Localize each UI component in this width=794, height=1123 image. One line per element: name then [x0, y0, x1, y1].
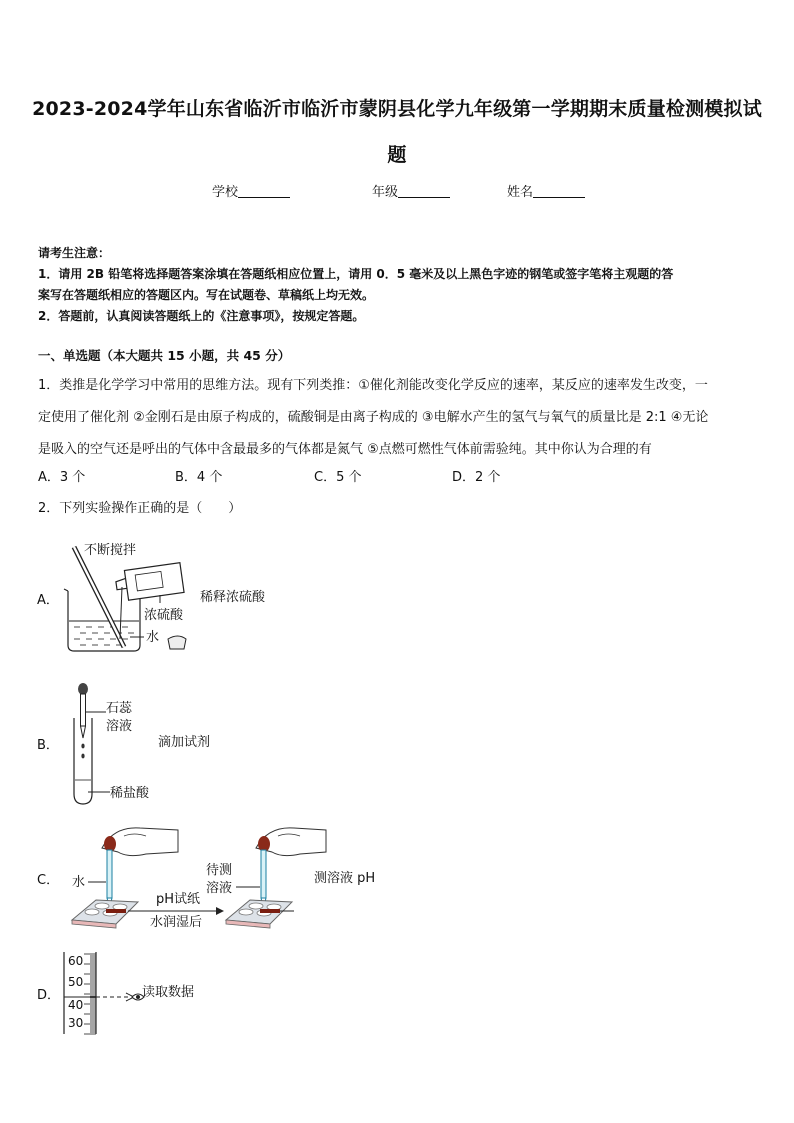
q1-line-1: 1．类推是化学学习中常用的思维方法。现有下列类推：①催化剂能改变化学反应的速率，某反应的速率发生改变，一: [38, 378, 708, 393]
title-line-1: 2023-2024学年山东省临沂市临沂市蒙阴县化学九年级第一学期期末质量检测模拟试: [32, 98, 762, 120]
caption-dilute-acid: 稀释浓硫酸: [200, 590, 266, 605]
notice-heading: 请考生注意：: [38, 246, 111, 260]
title-line-2: 题: [387, 144, 407, 166]
notice-item-2: 2．答题前，认真阅读答题纸上的《注意事项》，按规定答题。: [38, 309, 365, 323]
q2-option-a[interactable]: A．: [37, 593, 59, 608]
q1-option-b[interactable]: B．4 个: [175, 470, 223, 485]
grade-field[interactable]: [372, 181, 450, 200]
section-title: 一、单选题（本大题共 15 小题，共 45 分）: [38, 348, 291, 363]
label-water-c: 水: [72, 875, 86, 890]
grade-label: 年级: [372, 185, 399, 200]
q1-line-3: 是吸入的空气还是呼出的气体中含最最多的气体都是氮气 ⑤点燃可燃性气体前需验纯。其中你认为合理的有: [38, 442, 652, 457]
label-stir: 不断搅拌: [84, 543, 137, 558]
q1-line-2: 定使用了催化剂 ②金刚石是由原子构成的，硫酸铜是由离子构成的 ③电解水产生的氢气与氧气的质量比是 2:1 ④无论: [38, 410, 709, 425]
q2-option-c[interactable]: C．: [37, 873, 60, 888]
grade-blank[interactable]: [398, 185, 450, 198]
tick-40: 40: [68, 998, 84, 1012]
tick-60: 60: [68, 954, 84, 968]
figure-dilute-acid: [60, 535, 310, 660]
question-2-stem: 2．下列实验操作正确的是（ ）: [38, 501, 242, 516]
notice-item-1a: 1．请用 2B 铅笔将选择题答案涂填在答题纸相应位置上，请用 0．5 毫米及以上黑色字迹的钢笔或签字笔将主观题的答: [38, 267, 674, 281]
label-litmus-2: 溶液: [106, 719, 133, 734]
label-test-1: 待测: [206, 863, 233, 878]
tick-50: 50: [68, 975, 84, 989]
caption-read-data: 读取数据: [142, 985, 195, 1000]
label-water: 水: [146, 630, 160, 645]
tick-30: 30: [68, 1016, 84, 1030]
caption-drop-reagent: 滴加试剂: [158, 735, 211, 750]
school-blank[interactable]: [238, 185, 290, 198]
q1-option-a[interactable]: A．3 个: [38, 470, 86, 485]
q1-option-d[interactable]: D．2 个: [452, 470, 501, 485]
q2-option-b[interactable]: B．: [37, 738, 59, 753]
school-field[interactable]: [212, 181, 290, 200]
figure-measure-ph: [66, 822, 396, 940]
question-1: [38, 370, 760, 466]
label-dilute-hcl: 稀盐酸: [110, 786, 150, 801]
label-conc-acid: 浓硫酸: [144, 608, 184, 623]
label-litmus-1: 石蕊: [106, 701, 133, 716]
name-blank[interactable]: [533, 185, 585, 198]
name-label: 姓名: [507, 185, 534, 200]
figure-drop-reagent: [66, 680, 236, 810]
label-wet: 水润湿后: [150, 915, 203, 930]
notice-block: [38, 243, 762, 327]
name-field[interactable]: [507, 181, 585, 200]
label-ph-paper: pH试纸: [156, 892, 201, 907]
notice-item-1b: 案写在答题纸相应的答题区内。写在试题卷、草稿纸上均无效。: [38, 288, 375, 302]
q1-option-c[interactable]: C．5 个: [314, 470, 362, 485]
q2-option-d[interactable]: D．: [37, 988, 61, 1003]
school-label: 学校: [212, 185, 239, 200]
page-title: [30, 86, 764, 178]
caption-measure-ph: 测溶液 pH: [314, 871, 376, 886]
label-test-2: 溶液: [206, 881, 233, 896]
figure-read-cylinder: [60, 948, 230, 1036]
